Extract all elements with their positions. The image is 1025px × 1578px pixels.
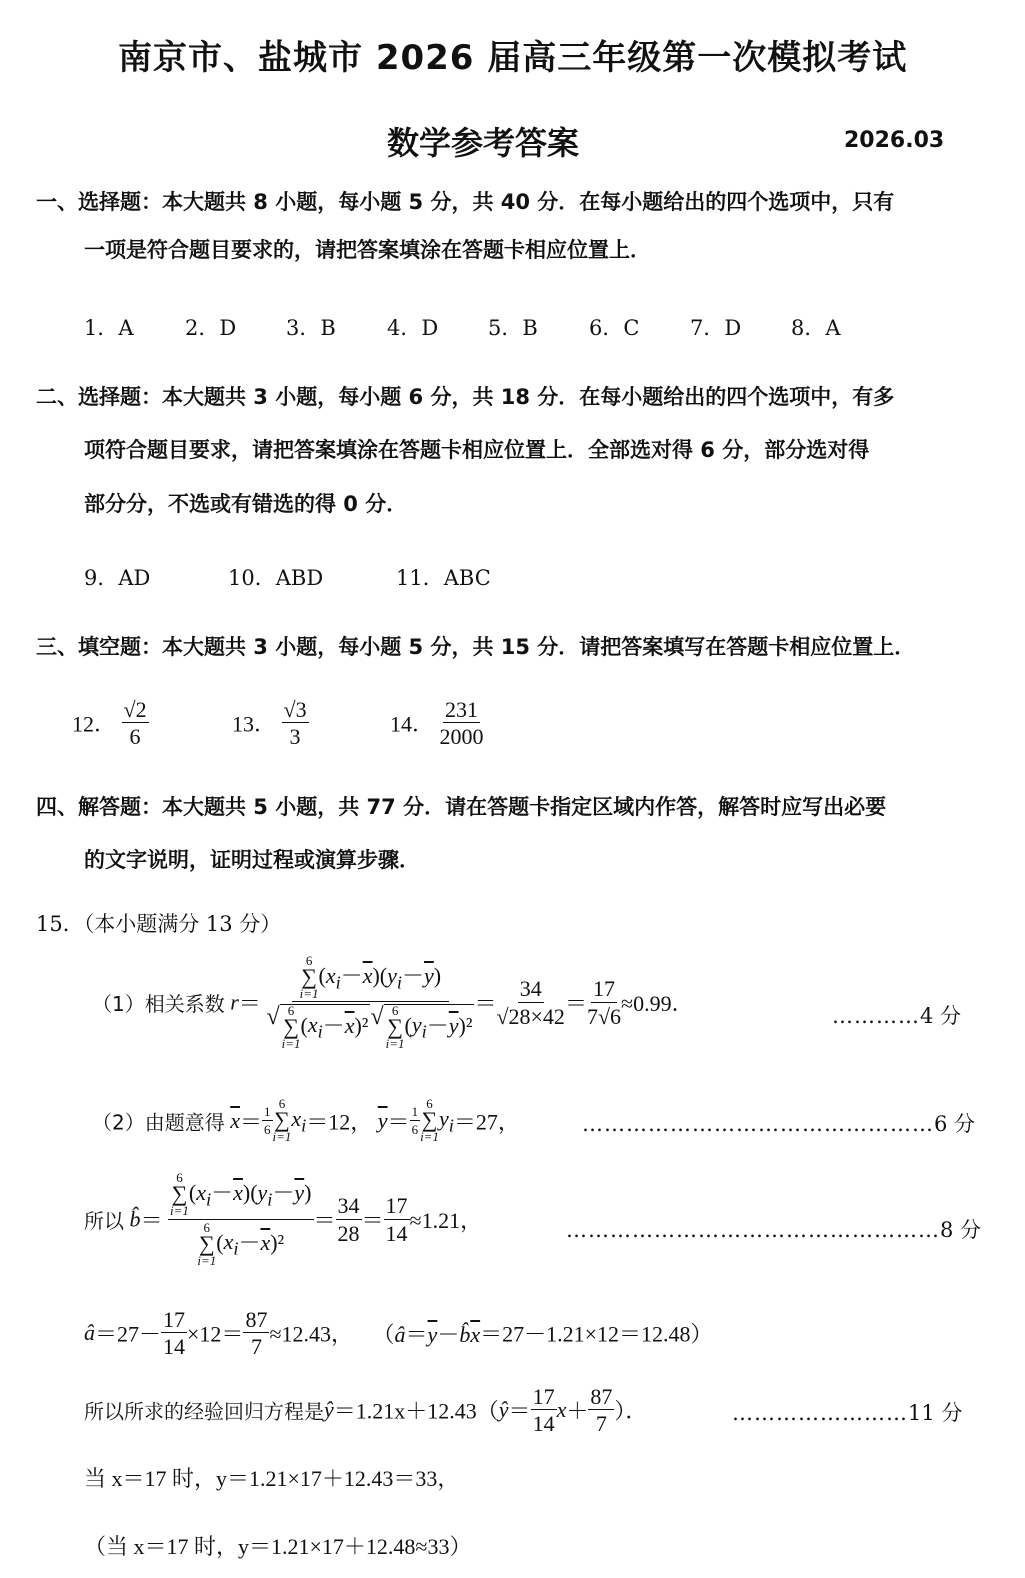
answer-14-fraction: $\frac{231}{2000}$ <box>439 697 484 750</box>
section2-instructions-line1: 二、选择题：本大题共 3 小题，每小题 6 分，共 18 分．在每小题给出的四个选项中，有多 <box>36 385 895 409</box>
q15-a-hat: â＝27－ $\frac{17}{14}$ ×12＝ $\frac{87}{7}$ ≈12.43， $(â=\overline{y}-b̂\overline{x}=27-1.21\times 12=12.48)$ <box>84 1307 713 1360</box>
section1-instructions-line2: 一项是符合题目要求的，请把答案填涂在答题卡相应位置上． <box>84 238 651 262</box>
q15-regression-equation: 所以所求的经验回归方程是ŷ＝1.21x＋12.43（ŷ＝ $\frac{17}{14}$ x＋ $\frac{87}{7}$ ）． <box>84 1384 648 1437</box>
q15-part2-score: …………………………………………6 分 <box>582 1112 976 1136</box>
q15-b-hat: 所以 b̂＝ 6 ∑ i=1 $(x_i-\overline{x})(y_i-\overline{y})$ 6 ∑ i=1 $(x_i-\overline{x})^2$ ＝ $\frac{34}{28}$ ＝ $\frac{17}{14}$ ≈1.21， <box>84 1170 483 1268</box>
answer-4: 4．D <box>387 316 439 340</box>
section2-instructions-line2: 项符合题目要求，请把答案填涂在答题卡相应位置上．全部选对得 6 分，部分选对得 <box>84 438 870 462</box>
answer-14: 14． $\frac{231}{2000}$ <box>390 697 484 750</box>
q15-part1: （1）相关系数 r＝ 6 ∑ i=1 $(x_i-\overline{x})(y_i-\overline{y})$ √ 6 ∑ i=1 $(x_i-\overline{x})^2$ √ 6 ∑ i=1 $(y_i-\overline{y})^2$ ＝ $\frac{34}{√28\times 42}$ ＝ $\frac{17}{7√6}$ ≈0.99． <box>92 953 694 1051</box>
answer-1: 1．A <box>84 316 134 340</box>
section3-instructions-line1: 三、填空题：本大题共 3 小题，每小题 5 分，共 15 分．请把答案填写在答题卡相应位置上． <box>36 635 916 659</box>
answer-7: 7．D <box>690 316 742 340</box>
answer-2: 2．D <box>185 316 237 340</box>
correlation-formula: 6 ∑ i=1 $(x_i-\overline{x})(y_i-\overline{y})$ √ 6 ∑ i=1 $(x_i-\overline{x})^2$ √ 6 ∑ i=1 $(y_i-\overline{y})^2$ <box>266 953 473 1051</box>
q15-heading: 15．（本小题满分 13 分） <box>36 912 282 936</box>
answer-8: 8．A <box>791 316 841 340</box>
section2-instructions-line3: 部分分，不选或有错选的得 0 分． <box>84 492 408 516</box>
q15-calculation-2: （当 x＝17 时，y＝1.21×17＋12.48≈33） <box>84 1534 472 1559</box>
q15-part2: （2）由题意得 $\overline{x}=$ $\frac{1}{6}$ 6 ∑ i=1 $x_i=12$， $\overline{y}=$ $\frac{1}{6}$ 6 ∑ i=1 $y_i=27$， <box>92 1096 520 1145</box>
q15-equation-score: ……………………11 分 <box>732 1401 963 1425</box>
q15-calculation-1: 当 x＝17 时，y＝1.21×17＋12.43＝33， <box>84 1466 460 1491</box>
section4-instructions-line1: 四、解答题：本大题共 5 小题，共 77 分．请在答题卡指定区域内作答，解答时应写出必要 <box>36 795 887 819</box>
answer-10: 10．ABD <box>228 566 324 590</box>
section1-instructions-line1: 一、选择题：本大题共 8 小题，每小题 5 分，共 40 分．在每小题给出的四个选项中，只有 <box>36 190 895 214</box>
answer-6: 6．C <box>589 316 640 340</box>
answer-13: 13． $\frac{√3}{3}$ <box>232 697 307 750</box>
section4-instructions-line2: 的文字说明，证明过程或演算步骤． <box>84 848 420 872</box>
q15-b-score: ……………………………………………8 分 <box>566 1218 982 1242</box>
section1-answers <box>84 312 841 342</box>
answer-13-fraction: $\frac{√3}{3}$ <box>283 697 307 750</box>
section2-answers <box>84 562 491 592</box>
page-subtitle: 数学参考答案 <box>387 124 580 162</box>
answer-11: 11．ABC <box>396 566 491 590</box>
answer-5: 5．B <box>488 316 538 340</box>
answer-12: 12． $\frac{√2}{6}$ <box>72 697 147 750</box>
answer-9: 9．AD <box>84 566 151 590</box>
page-title: 南京市、盐城市 2026 届高三年级第一次模拟考试 <box>118 38 908 78</box>
answer-3: 3．B <box>286 316 336 340</box>
q15-part1-score: …………4 分 <box>832 1004 962 1028</box>
answer-12-fraction: $\frac{√2}{6}$ <box>123 697 147 750</box>
date-label: 2026.03 <box>844 128 945 153</box>
